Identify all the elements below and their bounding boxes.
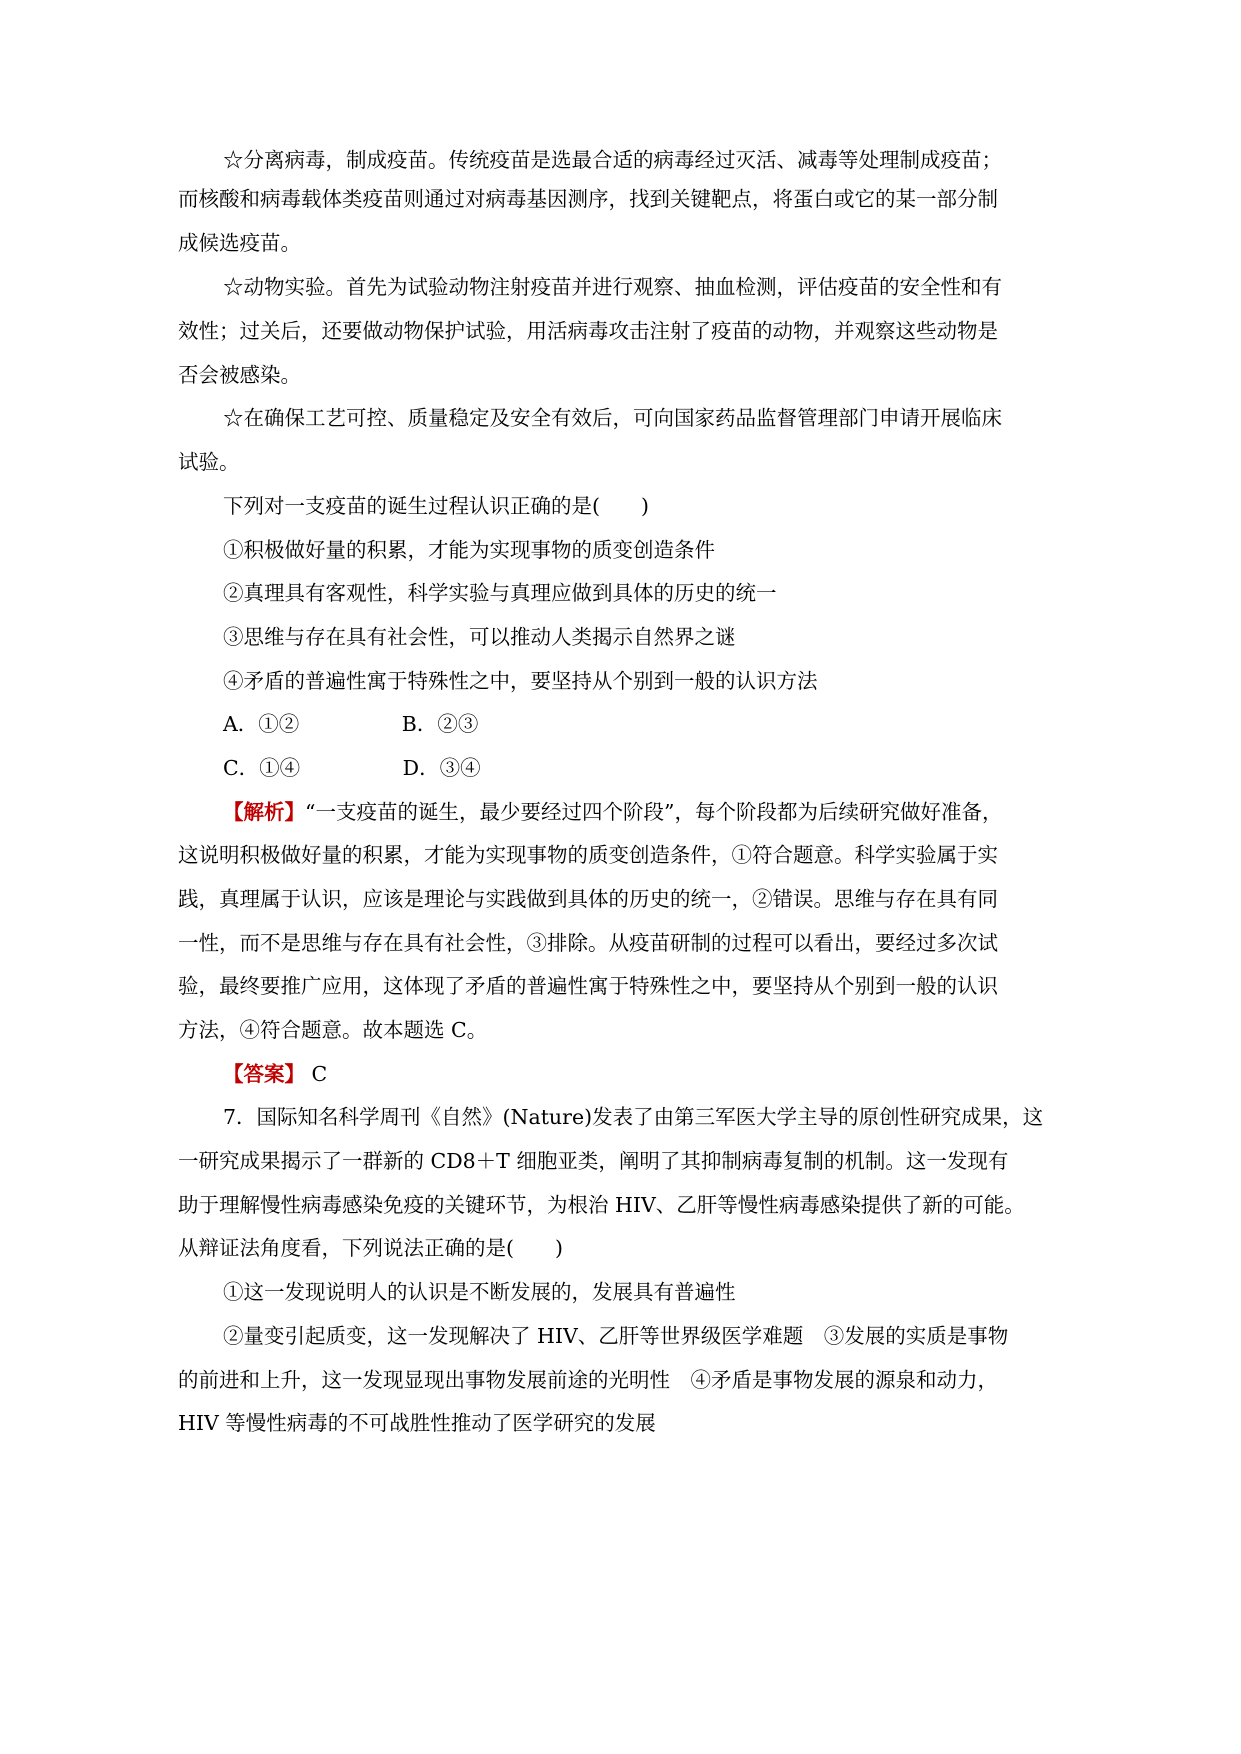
analysis-text: “一支疫苗的诞生，最少要经过四个阶段”，每个阶段都为后续研究做好准备，: [305, 800, 1003, 824]
options-ab: A．①② B．②③: [223, 712, 479, 736]
text-line: 一研究成果揭示了一群新的 CD8＋T 细胞亚类，阐明了其抑制病毒复制的机制。这一发现有: [178, 1149, 1009, 1173]
text-line: 从辩证法角度看，下列说法正确的是( ): [178, 1236, 563, 1260]
question-stem: 下列对一支疫苗的诞生过程认识正确的是( ): [223, 494, 649, 518]
question-7-stem: 7．国际知名科学周刊《自然》(Nature)发表了由第三军医大学主导的原创性研究成果，这: [223, 1105, 1044, 1129]
statement-1: ①积极做好量的积累，才能为实现事物的质变创造条件: [223, 538, 715, 562]
text-line: 的前进和上升，这一发现显现出事物发展前途的光明性 ④矛盾是事物发展的源泉和动力，: [178, 1368, 998, 1392]
text-line: 试验。: [178, 450, 240, 474]
text-line: HIV 等慢性病毒的不可战胜性推动了医学研究的发展: [178, 1411, 656, 1435]
statement-1: ①这一发现说明人的认识是不断发展的，发展具有普遍性: [223, 1280, 736, 1304]
text-line: 成候选疫苗。: [178, 231, 301, 255]
analysis-label: 【解析】: [223, 800, 305, 824]
text-line: 否会被感染。: [178, 363, 301, 387]
text-line: 这说明积极做好量的积累，才能为实现事物的质变创造条件，①符合题意。科学实验属于实: [178, 843, 998, 867]
answer-label: 【答案】: [223, 1062, 305, 1086]
text-line: 验，最终要推广应用，这体现了矛盾的普遍性寓于特殊性之中，要坚持从个别到一般的认识: [178, 974, 998, 998]
text-line: 践，真理属于认识，应该是理论与实践做到具体的历史的统一，②错误。思维与存在具有同: [178, 887, 998, 911]
analysis-first-line: [223, 797, 1002, 827]
statement-4: ④矛盾的普遍性寓于特殊性之中，要坚持从个别到一般的认识方法: [223, 669, 818, 693]
text-line: 一性，而不是思维与存在具有社会性，③排除。从疫苗研制的过程可以看出，要经过多次试: [178, 931, 998, 955]
text-line: 而核酸和病毒载体类疫苗则通过对病毒基因测序，找到关键靶点，将蛋白或它的某一部分制: [178, 187, 998, 211]
statement-3: ③思维与存在具有社会性，可以推动人类揭示自然界之谜: [223, 625, 736, 649]
text-line: 助于理解慢性病毒感染免疫的关键环节，为根治 HIV、乙肝等慢性病毒感染提供了新的可能。: [178, 1193, 1025, 1217]
options-cd: C．①④ D．③④: [223, 756, 481, 780]
text-line: 方法，④符合题意。故本题选 C。: [178, 1018, 488, 1042]
text-line: 效性；过关后，还要做动物保护试验，用活病毒攻击注射了疫苗的动物，并观察这些动物是: [178, 319, 998, 343]
statement-2-3: ②量变引起质变，这一发现解决了 HIV、乙肝等世界级医学难题 ③发展的实质是事物: [223, 1324, 1009, 1348]
answer-value: C: [311, 1062, 328, 1086]
text-line: ☆分离病毒，制成疫苗。传统疫苗是选最合适的病毒经过灭活、减毒等处理制成疫苗；: [223, 148, 1002, 172]
answer-line: [223, 1059, 327, 1089]
statement-2: ②真理具有客观性，科学实验与真理应做到具体的历史的统一: [223, 581, 777, 605]
text-line: ☆在确保工艺可控、质量稳定及安全有效后，可向国家药品监督管理部门申请开展临床: [223, 406, 1002, 430]
text-line: ☆动物实验。首先为试验动物注射疫苗并进行观察、抽血检测，评估疫苗的安全性和有: [223, 275, 1002, 299]
